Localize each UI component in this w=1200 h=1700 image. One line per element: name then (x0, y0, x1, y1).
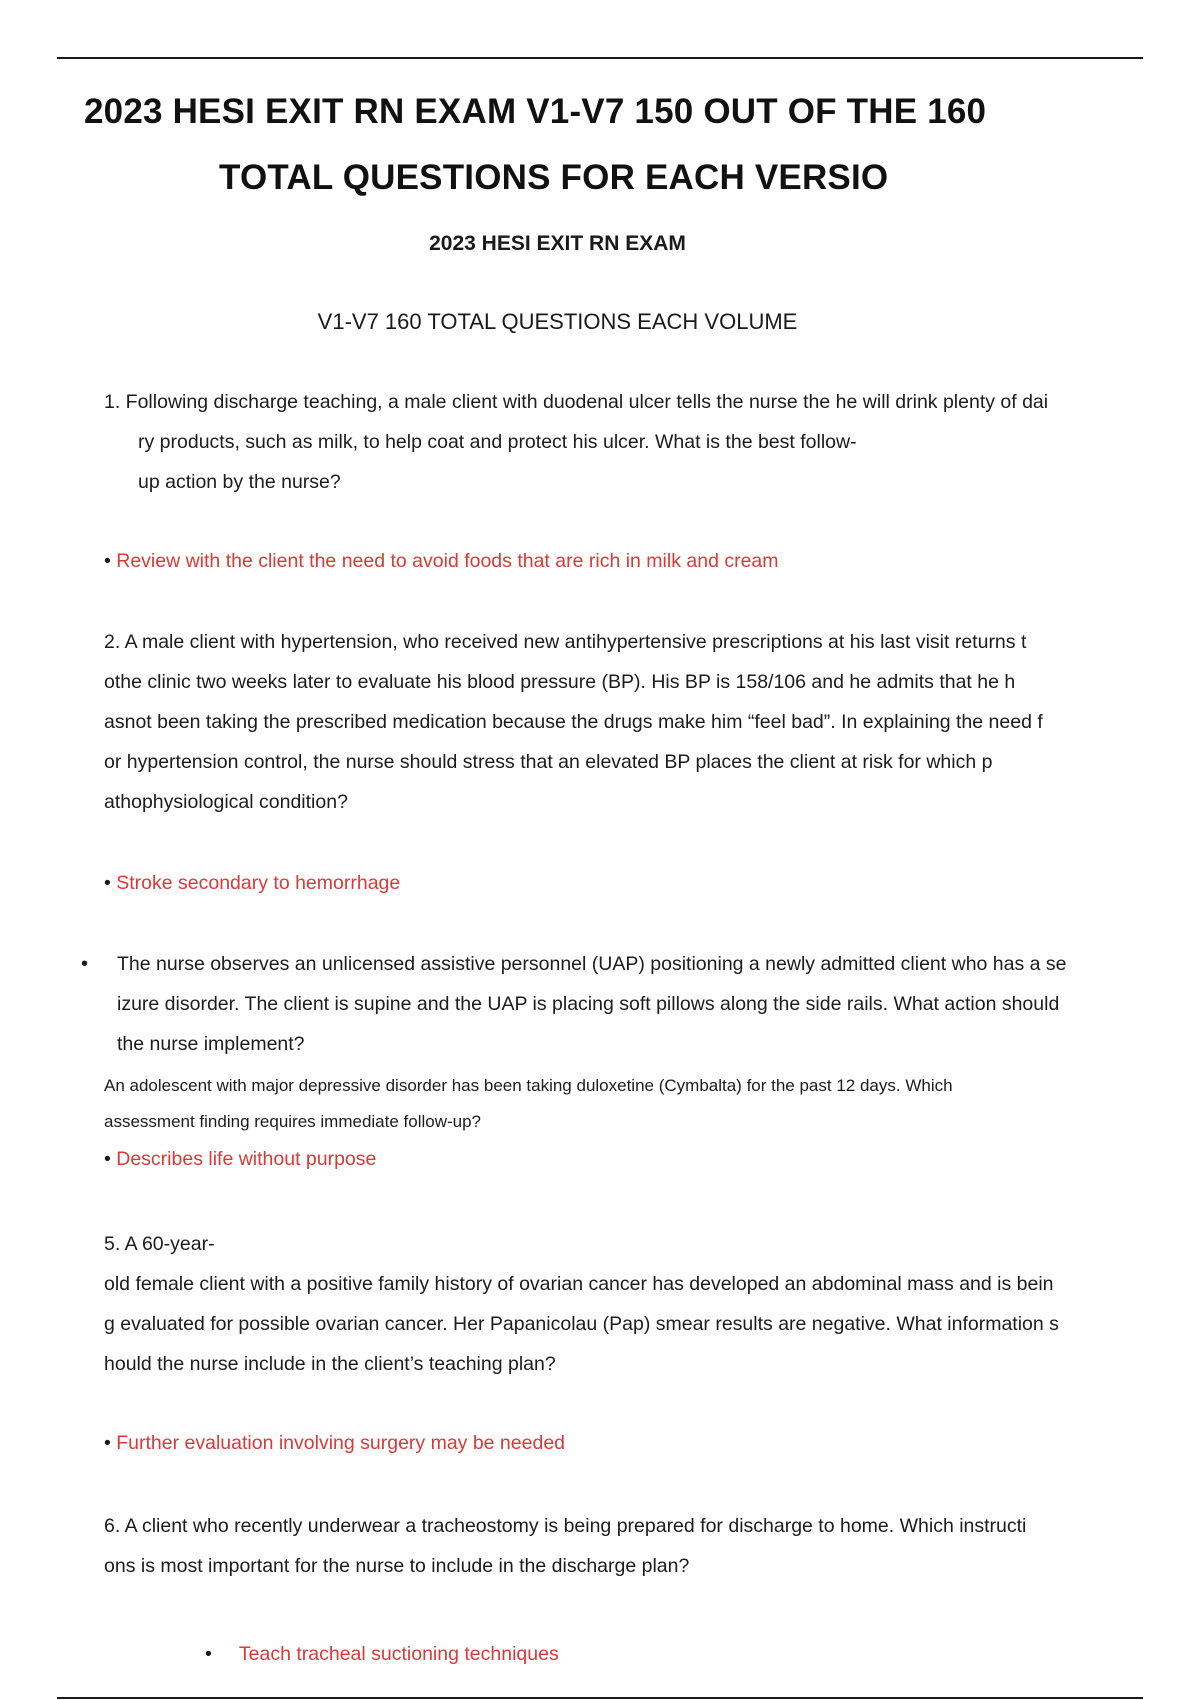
question-3-line: the nurse implement? (117, 1033, 305, 1055)
question-6 (104, 1506, 1026, 1586)
answer-4-text: Describes life without purpose (116, 1148, 377, 1170)
question-1 (104, 382, 1048, 502)
top-rule (57, 57, 1143, 59)
question-6-line: 6. A client who recently underwear a tracheostomy is being prepared for discharge to home. Which instructi (104, 1515, 1027, 1537)
question-1-line: ry products, such as milk, to help coat and protect his ulcer. What is the best follow- (138, 431, 857, 453)
document-volume-line: V1-V7 160 TOTAL QUESTIONS EACH VOLUME (317, 309, 798, 334)
answer-6 (205, 1643, 559, 1666)
question-2-line: or hypertension control, the nurse should stress that an elevated BP places the client at risk for which p (104, 751, 993, 773)
answer-2 (104, 872, 400, 895)
answer-5 (104, 1432, 565, 1455)
question-2-line: asnot been taking the prescribed medication because the drugs make him “feel bad”. In explaining the need f (104, 711, 1043, 733)
answer-4 (104, 1148, 376, 1171)
document-title-line-2: TOTAL QUESTIONS FOR EACH VERSIO (219, 158, 889, 197)
document-subtitle: 2023 HESI EXIT RN EXAM (429, 232, 686, 255)
bullet-icon: • (104, 872, 111, 894)
answer-2-text: Stroke secondary to hemorrhage (116, 872, 401, 894)
question-4-line: An adolescent with major depressive disorder has been taking duloxetine (Cymbalta) for the past 12 days. Which (104, 1076, 953, 1095)
question-6-line: ons is most important for the nurse to include in the discharge plan? (104, 1555, 690, 1577)
question-3-line: izure disorder. The client is supine and the UAP is placing soft pillows along the side rails. What action should (117, 993, 1060, 1015)
question-1-line: 1. Following discharge teaching, a male client with duodenal ulcer tells the nurse the he will drink plenty of dai (104, 391, 1049, 413)
bottom-rule (57, 1697, 1143, 1699)
bullet-icon: • (205, 1643, 212, 1665)
question-2-line: 2. A male client with hypertension, who received new antihypertensive prescriptions at his last visit returns t (104, 631, 1027, 653)
document-title-line-1: 2023 HESI EXIT RN EXAM V1-V7 150 OUT OF THE 160 (84, 92, 987, 131)
question-4 (104, 1068, 953, 1140)
bullet-icon: • (104, 550, 111, 572)
answer-5-text: Further evaluation involving surgery may be needed (116, 1432, 566, 1454)
question-3 (117, 944, 1067, 1064)
bullet-icon: • (104, 1148, 111, 1170)
bullet-icon: • (81, 953, 89, 975)
question-2-line: athophysiological condition? (104, 791, 348, 813)
question-4-line: assessment finding requires immediate follow-up? (104, 1112, 482, 1131)
question-2 (104, 622, 1043, 822)
question-5 (104, 1224, 1059, 1384)
answer-1-text: Review with the client the need to avoid foods that are rich in milk and cream (116, 550, 779, 572)
question-1-line: up action by the nurse? (138, 471, 341, 493)
question-5-line: 5. A 60-year- (104, 1233, 215, 1255)
question-5-line: hould the nurse include in the client’s teaching plan? (104, 1353, 556, 1375)
question-3-line: The nurse observes an unlicensed assistive personnel (UAP) positioning a newly admitted client who has a se (117, 953, 1067, 975)
question-5-line: old female client with a positive family history of ovarian cancer has developed an abdominal mass and is bein (104, 1273, 1054, 1295)
answer-6-text: Teach tracheal suctioning techniques (238, 1643, 559, 1665)
question-2-line: othe clinic two weeks later to evaluate his blood pressure (BP). His BP is 158/106 and he admits that he h (104, 671, 1016, 693)
question-5-line: g evaluated for possible ovarian cancer. Her Papanicolau (Pap) smear results are negative. What information s (104, 1313, 1059, 1335)
answer-1 (104, 550, 779, 573)
bullet-icon: • (104, 1432, 111, 1454)
